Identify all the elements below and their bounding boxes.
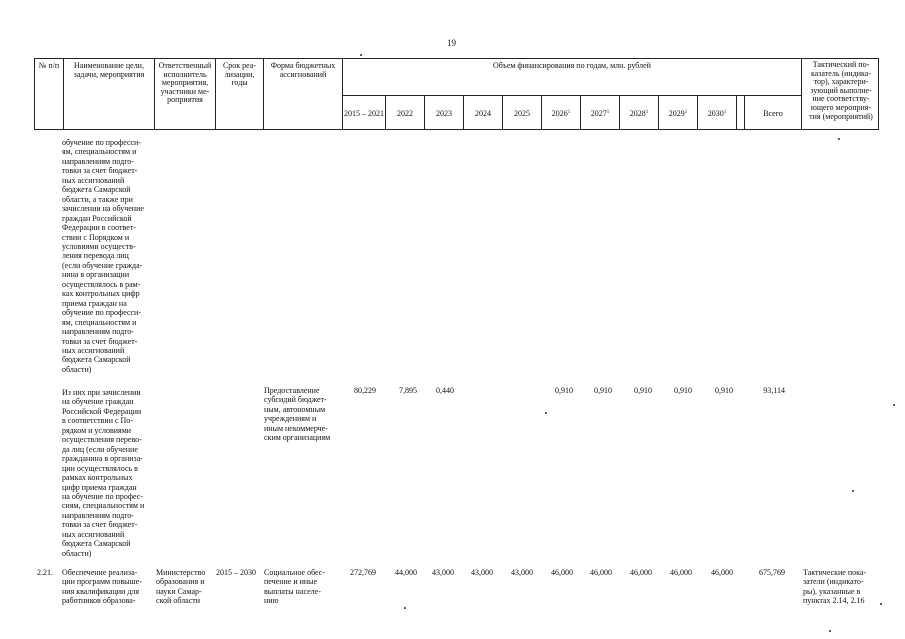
header-name: Наименование цели, задачи, мероприятия <box>73 61 145 79</box>
value-cell: 43,000 <box>511 568 533 577</box>
row-name: Из них при зачислении на обучение граждан Российской Федерации в соответствии с По- рядком и условиями осуществления перево- да лиц (если обучение гражданина в организа- ции осуществлялось в рамках контрольных цифр приема граждан на обучение по профес- сиям, специальностям и направлениям подго- товки за счет бюджет- ных ассигнований бюджета Самарской области) <box>62 388 145 558</box>
scan-speck <box>893 404 895 406</box>
scan-speck <box>880 603 882 605</box>
value-cell: 0,910 <box>594 386 612 395</box>
scan-speck <box>852 490 854 492</box>
scan-speck <box>838 138 840 140</box>
page-number: 19 <box>447 38 456 48</box>
value-cell: 43,000 <box>432 568 454 577</box>
header-num: № п/п <box>38 61 60 70</box>
year-header: 2025 <box>514 108 530 118</box>
value-cell: 46,000 <box>590 568 612 577</box>
year-header: 2026 1 <box>551 108 571 118</box>
value-cell: 46,000 <box>670 568 692 577</box>
value-cell: 46,000 <box>711 568 733 577</box>
header-executor: Ответственный исполнитель мероприятия, участники ме- роприятия <box>158 61 212 105</box>
value-cell: 0,910 <box>555 386 573 395</box>
scan-speck <box>404 607 406 609</box>
year-header: 2030 1 <box>707 108 727 118</box>
value-cell: 43,000 <box>471 568 493 577</box>
scan-speck <box>829 630 831 632</box>
value-cell: 46,000 <box>630 568 652 577</box>
header-volume: Объем финансирования по годам, млн. рублей <box>493 61 651 70</box>
year-header: 2028 1 <box>629 108 649 118</box>
value-cell: 0,440 <box>436 386 454 395</box>
table-header <box>34 58 879 130</box>
value-cell: 93,114 <box>763 386 785 395</box>
row-form: Социальное обес- печение и иные выплаты населе- нию <box>264 568 326 606</box>
year-header: 2024 <box>475 108 491 118</box>
value-cell: 80,229 <box>354 386 376 395</box>
value-cell: 272,769 <box>350 568 376 577</box>
header-term: Срок реа- лизации, годы <box>222 61 257 88</box>
year-header: 2029 1 <box>668 108 688 118</box>
value-cell: 675,769 <box>759 568 785 577</box>
value-cell: 0,910 <box>634 386 652 395</box>
row-executor: Министерство образования и науки Самар- ской области <box>156 568 206 606</box>
value-cell: 44,000 <box>395 568 417 577</box>
row-term: 2015 – 2030 <box>216 568 256 577</box>
row-name: Обеспечение реализа- ции программ повыше- ния квалификации для работников образова- <box>62 568 142 606</box>
header-tactical: Тактический по- казатель (индика- тор), характери- зующий выполне- ние соответству- ющего мероприя- тия (мероприятий) <box>809 60 873 121</box>
year-header: 2027 1 <box>590 108 610 118</box>
scan-speck <box>360 54 362 56</box>
scan-speck <box>545 412 547 414</box>
row-number: 2.21. <box>37 568 53 577</box>
header-form: Форма бюджетных ассигнований <box>270 61 336 79</box>
value-cell: 46,000 <box>551 568 573 577</box>
value-cell: 0,910 <box>674 386 692 395</box>
value-cell: 0,910 <box>715 386 733 395</box>
row-name: обучение по професси- ям, специальностям и направлениям подго- товки за счет бюджет- ных ассигнований бюджета Самарской области, а также при зачислении на обучение граждан Российской Федерации в соответ- ствии с Порядком и условиями осуществ- ления перевода лиц (если обучение гражда- нина в организации осуществлялось в рам- ках контрольных цифр приема граждан на обучение по професси- ям, специальностям и направлениям подго- товки за счет бюджет- ных ассигнований бюджета Самарской области) <box>62 138 144 374</box>
year-header: 2022 <box>397 108 413 118</box>
row-tactical: Тактические пока- затели (индикато- ры), указанные в пунктах 2.14, 2.16 <box>803 568 867 606</box>
year-header: 2015 – 2021 <box>344 108 384 118</box>
value-cell: 7,895 <box>399 386 417 395</box>
year-header: Всего <box>763 108 783 118</box>
year-header: 2023 <box>436 108 452 118</box>
row-form: Предоставление субсидий бюджет- ным, автономным учреждениям и иным некоммерче- ским организациям <box>264 386 331 443</box>
